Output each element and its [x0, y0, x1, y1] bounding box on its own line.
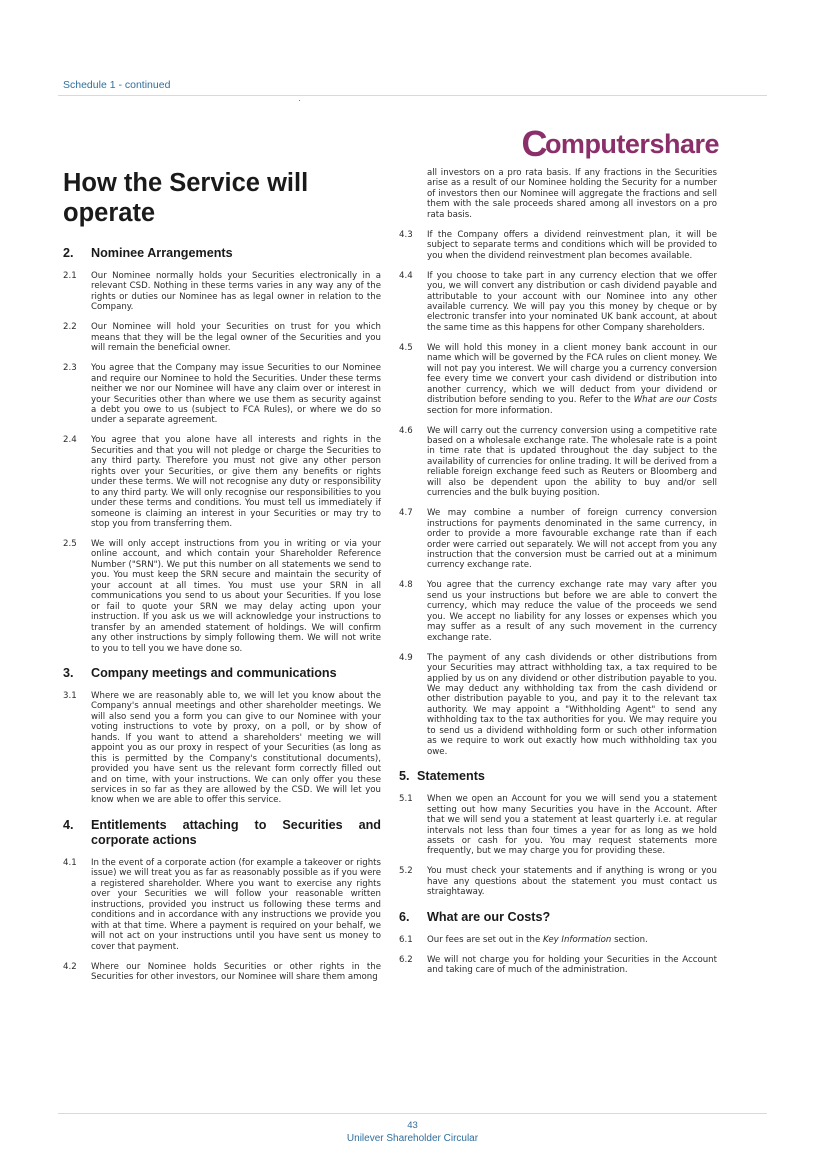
section-title: What are our Costs?	[427, 909, 551, 924]
clause-text: We will carry out the currency conversion using a competitive rate based on a wholesale exchange rate. The wholesale rate is a point in time rate that is updated throughout the day subject to the availability of currencies for online trading. It will be derived from a reliable foreign exchange feed such as Reuters or Bloomberg and will also be dependent upon the ability to buy and/or sell currencies and the bulk buying position.	[427, 425, 717, 499]
document-name: Unilever Shareholder Circular	[346, 1133, 479, 1144]
clause-text: If the Company offers a dividend reinvestment plan, it will be subject to separate terms and conditions which will be provided to you when the dividend reinvestment plan becomes available.	[427, 229, 717, 261]
clause-text: We will only accept instructions from you in writing or via your online account, and which contain your Shareholder Reference Number ("SRN"). We put this number on all statements we send to you. You must keep the SRN secure and maintain the security of your account at all times. You must use your SRN in all communications you send to us about your Securities. If you lose or fail to quote your SRN we may delay acting upon your instruction. If you ask us we will acknowledge your instructions to transfer by an amended statement of holdings. We will confirm any other instructions by simply following them. We will not write to you to tell you we have done so.	[91, 538, 381, 654]
clause-4-1	[63, 858, 381, 952]
key-information-reference: Key Information	[543, 934, 612, 945]
clause-number: 2.5	[63, 538, 77, 549]
clause-4-7	[399, 508, 717, 571]
clause-4-5	[399, 343, 717, 416]
clause-text: If you choose to take part in any currency election that we offer you, we will convert any distribution or cash dividend payable and attributable to your account with our Nominee into any other available currency. We will pay you this money by cheque or by electronic transfer into your nominated UK bank account, at about the same time as this happens for other Company shareholders.	[427, 270, 717, 333]
clause-2-1	[63, 271, 381, 313]
clause-number: 4.6	[399, 425, 413, 436]
left-column	[63, 168, 381, 992]
section-heading-6	[399, 910, 717, 925]
clause-text: Our fees are set out in the Key Information section.	[427, 934, 648, 945]
stray-dot	[299, 100, 300, 101]
clause-2-4	[63, 435, 381, 529]
section-heading-5	[399, 769, 717, 784]
section-title: Entitlements attaching to Securities and corporate actions	[91, 817, 381, 847]
section-number: 2.	[63, 246, 74, 260]
costs-section-reference: What are our Costs	[633, 395, 717, 406]
clause-text: Where we are reasonably able to, we will let you know about the Company's annual meetings and other shareholder meetings. We will also send you a form you can give to our Nominee with your voting instructions to vote by proxy, on a poll, or by show of hands. If you want to attend a shareholders' meeting we will appoint you as our proxy in respect of your Securities (as long as this is permitted by the Company's constitutional documents), provided you have sent us the relevant form correctly filled out and on time, with your instructions. We can only offer you these services in so far as they are allowed by the CSD. We will let you know when we are able to offer this service.	[91, 690, 381, 806]
clause-4-4	[399, 271, 717, 334]
section-heading-4	[63, 818, 381, 848]
clause-4-3	[399, 230, 717, 261]
clause-number: 4.1	[63, 857, 77, 868]
clause-4-9	[399, 653, 717, 758]
clause-text: We will not charge you for holding your Securities in the Account and taking care of much of the administration.	[427, 954, 717, 976]
clause-text: Where our Nominee holds Securities or other rights in the Securities for other investors, our Nominee will share them among	[91, 961, 381, 982]
section-number: 6.	[399, 909, 410, 924]
clause-text: Our Nominee will hold your Securities on trust for you which means that they will be the legal owner of the Securities and you will remain the beneficial owner.	[91, 322, 381, 354]
clause-number: 5.1	[399, 794, 413, 805]
clause-text: We may combine a number of foreign currency conversion instructions for payments denominated in the same currency, in order to provide a more favourable exchange rate than if each order were carried out separately. We will not accept from you any instruction that the conversion must be carried out at a minimum currency exchange rate.	[427, 508, 717, 571]
header-divider	[58, 95, 767, 96]
clause-4-2	[63, 962, 381, 983]
clause-5-1	[399, 794, 717, 857]
clause-text: You agree that the currency exchange rate may vary after you send us your instructions but before we are able to convert the currency, which may reduce the value of the proceeds we send you. We accept no liability for any losses or expenses which you may suffer as a result of any such movement in the currency exchange rate.	[427, 580, 717, 643]
clause-text: In the event of a corporate action (for example a takeover or rights issue) we will treat you as far as reasonably possible as if you were a registered shareholder. Where you want to exercise any rights over your Securities we will follow your reasonable written instructions, provided you instruct us following these terms and conditions and in accordance with any instructions we provide you with at that time. Where a payment is required on your behalf, we will not act on your instructions until you have sent us money to cover that payment.	[91, 857, 381, 952]
section-number: 4.	[63, 817, 74, 832]
section-title: Nominee Arrangements	[91, 246, 233, 260]
clause-text: The payment of any cash dividends or other distributions from your Securities may attract withholding tax, a tax required to be applied by us on any dividend or other distribution payable to you. We may deduct any withholding tax from the cash dividend or other distribution payable to you, and pay it to the relevant tax authority. We may appoint a "Withholding Agent" to send any withholding tax to the tax authorities for you. We may require you to send us a dividend withholding form or such other information as we require to work out exactly how much withholding tax you owe.	[427, 652, 717, 757]
clause-number: 4.4	[399, 270, 413, 281]
clause-number: 5.2	[399, 866, 413, 877]
clause-number: 4.3	[399, 229, 413, 240]
clause-2-5	[63, 539, 381, 654]
clause-text: We will hold this money in a client money bank account in our name which will be governed by the FCA rules on client money. We will not pay you interest. We will charge you a currency conversion fee every time we convert your cash dividend or distribution into another currency, which we will deduct from your dividend or distribution before sending to you. Refer to the What are our Costs section for more information.	[427, 342, 717, 416]
section-number: 3.	[63, 665, 74, 680]
clause-text: You agree that you alone have all interests and rights in the Securities and that you will not pledge or charge the Securities to any third party. Therefore you must not give any other person rights over your Securities, or give them any benefits or rights under these terms. We will not recognise any duty or responsibility to any third party. We will only recognise our responsibilities to you under these terms and conditions. You must tell us immediately if someone is claiming an interest in your Securities or may try to stop you from transferring them.	[91, 435, 381, 530]
clause-number: 2.4	[63, 435, 77, 446]
section-number: 5.	[399, 769, 410, 784]
page-number: 43	[407, 1120, 418, 1131]
clause-3-1	[63, 691, 381, 806]
clause-text: Our Nominee normally holds your Securities electronically in a relevant CSD. Nothing in these terms varies in any way any of the rights or duties our Nominee has as legal owner in relation to the Company.	[91, 271, 381, 313]
clause-4-6	[399, 426, 717, 499]
clause-4-8	[399, 580, 717, 643]
running-header: Schedule 1 - continued	[63, 79, 171, 91]
logo-initial: C	[521, 123, 547, 164]
clause-text: You agree that the Company may issue Securities to our Nominee and require our Nominee to hold the Securities. Under these terms neither we nor our Nominee will have any claim over or interest in your Securities other than where we use them as security against a debt you owe to us (subject to FCA Rules), or where we do so under a separate agreement.	[91, 363, 381, 426]
section-title: Statements	[417, 769, 485, 784]
clause-2-3	[63, 363, 381, 426]
clause-6-1	[399, 935, 717, 945]
computershare-logo	[521, 120, 719, 162]
clause-number: 3.1	[63, 690, 77, 701]
clause-text: When we open an Account for you we will send you a statement setting out how many Securities you have in the Account. After that we will send you a statement at least quarterly i.e. at regular intervals not less than four times a year for as long as we hold assets or cash for you. You may request statements more frequently, but we may charge you for providing these.	[427, 794, 717, 857]
clause-number: 4.2	[63, 961, 77, 972]
clause-number: 6.1	[399, 934, 413, 945]
section-heading-3	[63, 666, 381, 681]
clause-number: 4.5	[399, 342, 413, 353]
clause-number: 4.9	[399, 652, 413, 663]
clause-4-2-continued	[399, 168, 717, 220]
clause-number: 2.2	[63, 322, 77, 333]
footer-divider	[58, 1113, 767, 1114]
clause-6-2	[399, 955, 717, 976]
clause-number: 6.2	[399, 954, 413, 965]
clause-number: 2.1	[63, 271, 77, 281]
clause-2-2	[63, 322, 381, 353]
clause-text: You must check your statements and if anything is wrong or you have any questions about the statement you must contact us straightaway.	[427, 866, 717, 898]
section-heading-2	[63, 246, 381, 261]
section-title: Company meetings and communications	[91, 665, 337, 680]
clause-5-2	[399, 866, 717, 897]
clause-text: all investors on a pro rata basis. If any fractions in the Securities arise as a result of our Nominee holding the Security for a number of investors then our Nominee will aggregate the fractions and sell them with the sale proceeds shared among all investors on a pro rata basis.	[427, 168, 717, 220]
page-title: How the Service will operate	[63, 169, 309, 227]
logo-wordmark: omputershare	[544, 129, 719, 159]
right-column	[399, 168, 717, 985]
clause-number: 4.7	[399, 508, 413, 519]
clause-number: 2.3	[63, 363, 77, 374]
clause-number: 4.8	[399, 580, 413, 591]
